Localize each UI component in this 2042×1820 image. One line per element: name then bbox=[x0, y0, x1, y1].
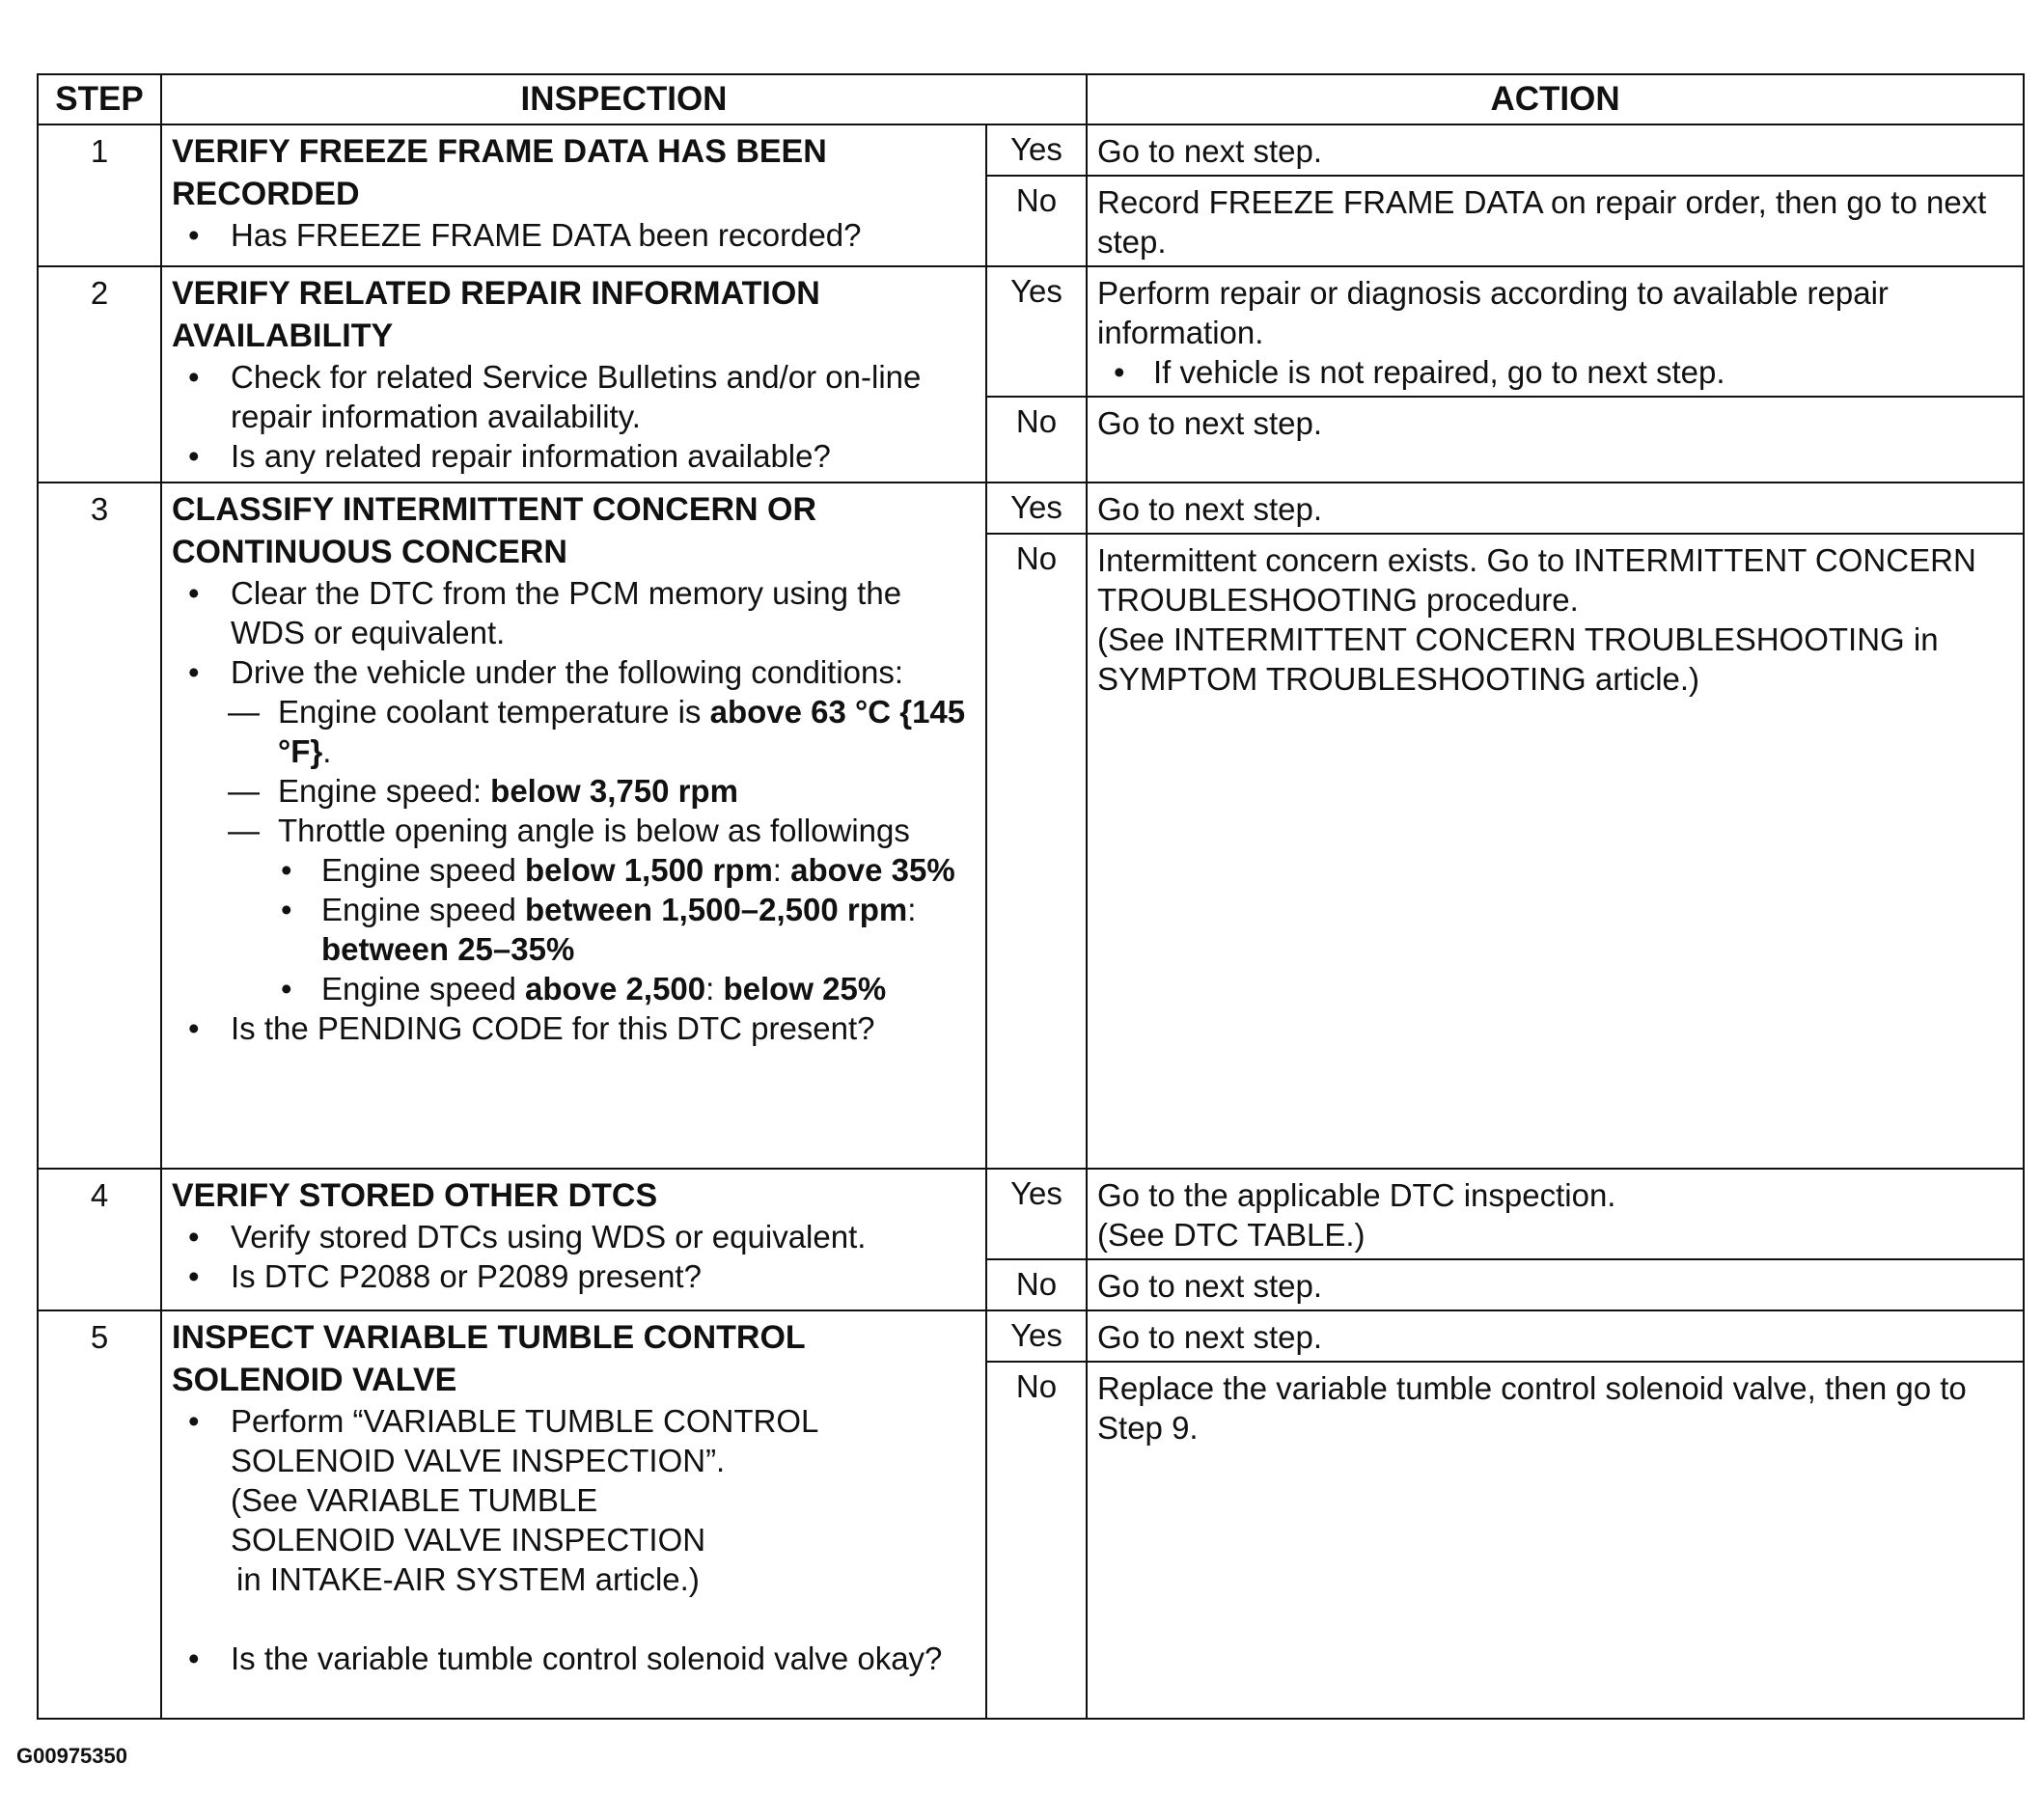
inspection-item: • Perform “VARIABLE TUMBLE CONTROL SOLENOID VALVE INSPECTION”. (See VARIABLE TUMBLE SOLENOID VALVE INSPECTION in INTAKE-AIR SYSTEM article.) bbox=[172, 1401, 976, 1599]
yes-action: Go to the applicable DTC inspection. bbox=[1097, 1177, 1616, 1213]
yes-action: Go to next step. bbox=[1087, 124, 2024, 176]
header-inspection: INSPECTION bbox=[161, 74, 1087, 124]
header-step: STEP bbox=[38, 74, 161, 124]
yes-label: Yes bbox=[986, 124, 1087, 176]
yes-action-reference: (See DTC TABLE.) bbox=[1097, 1217, 1366, 1253]
sub-condition-item: • Engine speed between 1,500–2,500 rpm: between 25–35% bbox=[172, 890, 976, 969]
action-item: • If vehicle is not repaired, go to next step. bbox=[1097, 352, 2013, 392]
no-action: Intermittent concern exists. Go to INTERMITTENT CONCERN TROUBLESHOOTING procedure. bbox=[1097, 542, 1976, 618]
no-label: No bbox=[986, 397, 1087, 483]
step-row bbox=[38, 1310, 2024, 1362]
condition-item: — Engine speed: below 3,750 rpm bbox=[172, 771, 976, 811]
no-label: No bbox=[986, 1362, 1087, 1719]
inspection-title: VERIFY STORED OTHER DTCS bbox=[172, 1177, 658, 1214]
no-action-cell bbox=[1087, 534, 2024, 1169]
yes-action: Go to next step. bbox=[1087, 483, 2024, 534]
condition-item: — Engine coolant temperature is above 63 °C {145 °F}. bbox=[172, 692, 976, 771]
header-action: ACTION bbox=[1087, 74, 2024, 124]
diagnostic-procedure-table bbox=[37, 73, 2025, 1720]
inspection-cell bbox=[161, 266, 986, 483]
sub-condition-item: • Engine speed above 2,500: below 25% bbox=[172, 969, 976, 1008]
step-row bbox=[38, 483, 2024, 534]
step-number: 2 bbox=[38, 266, 161, 483]
yes-label: Yes bbox=[986, 266, 1087, 397]
yes-label: Yes bbox=[986, 483, 1087, 534]
no-label: No bbox=[986, 534, 1087, 1169]
inspection-cell bbox=[161, 124, 986, 266]
step-row bbox=[38, 124, 2024, 176]
inspection-list bbox=[172, 357, 976, 476]
no-action: Go to next step. bbox=[1087, 1259, 2024, 1310]
step-number: 1 bbox=[38, 124, 161, 266]
inspection-cell bbox=[161, 483, 986, 1169]
sub-condition-item: • Engine speed below 1,500 rpm: above 35% bbox=[172, 850, 976, 890]
step-number: 5 bbox=[38, 1310, 161, 1719]
yes-label: Yes bbox=[986, 1169, 1087, 1259]
action-list bbox=[1097, 352, 2013, 392]
inspection-list bbox=[172, 215, 976, 255]
step-number: 3 bbox=[38, 483, 161, 1169]
inspection-title: VERIFY FREEZE FRAME DATA HAS BEEN RECORDED bbox=[172, 133, 827, 212]
no-label: No bbox=[986, 176, 1087, 266]
no-label: No bbox=[986, 1259, 1087, 1310]
figure-id: G00975350 bbox=[16, 1744, 127, 1768]
no-action: Go to next step. bbox=[1087, 397, 2024, 483]
yes-action: Go to next step. bbox=[1087, 1310, 2024, 1362]
yes-action-cell bbox=[1087, 266, 2024, 397]
inspection-cell bbox=[161, 1169, 986, 1310]
inspection-item: • Is the PENDING CODE for this DTC present? bbox=[172, 1008, 976, 1048]
condition-item: — Throttle opening angle is below as followings bbox=[172, 811, 976, 850]
yes-label: Yes bbox=[986, 1310, 1087, 1362]
inspection-title: VERIFY RELATED REPAIR INFORMATION AVAILABILITY bbox=[172, 275, 820, 354]
no-action: Replace the variable tumble control solenoid valve, then go to Step 9. bbox=[1087, 1362, 2024, 1719]
step-number: 4 bbox=[38, 1169, 161, 1310]
no-action: Record FREEZE FRAME DATA on repair order, then go to next step. bbox=[1087, 176, 2024, 266]
inspection-item: • Verify stored DTCs using WDS or equivalent. bbox=[172, 1217, 976, 1256]
inspection-item: • Drive the vehicle under the following conditions: bbox=[172, 652, 976, 692]
inspection-list bbox=[172, 573, 976, 1048]
inspection-list bbox=[172, 1217, 976, 1296]
no-action-reference: (See INTERMITTENT CONCERN TROUBLESHOOTING in SYMPTOM TROUBLESHOOTING article.) bbox=[1097, 621, 1939, 697]
inspection-item: • Is DTC P2088 or P2089 present? bbox=[172, 1256, 976, 1296]
inspection-item: • Clear the DTC from the PCM memory using the WDS or equivalent. bbox=[172, 573, 976, 652]
step-row bbox=[38, 1169, 2024, 1259]
step-row bbox=[38, 266, 2024, 397]
inspection-item: • Is the variable tumble control solenoid valve okay? bbox=[172, 1639, 976, 1678]
inspection-list bbox=[172, 1401, 976, 1678]
inspection-cell bbox=[161, 1310, 986, 1719]
inspection-item: • Check for related Service Bulletins and/or on-line repair information availability. bbox=[172, 357, 976, 436]
inspection-title: INSPECT VARIABLE TUMBLE CONTROL SOLENOID VALVE bbox=[172, 1319, 806, 1398]
inspection-item: • Has FREEZE FRAME DATA been recorded? bbox=[172, 215, 976, 255]
yes-action-cell bbox=[1087, 1169, 2024, 1259]
inspection-item: • Is any related repair information available? bbox=[172, 436, 976, 476]
header-row bbox=[38, 74, 2024, 124]
inspection-title: CLASSIFY INTERMITTENT CONCERN OR CONTINUOUS CONCERN bbox=[172, 491, 817, 570]
yes-action: Perform repair or diagnosis according to available repair information. bbox=[1097, 275, 1889, 350]
